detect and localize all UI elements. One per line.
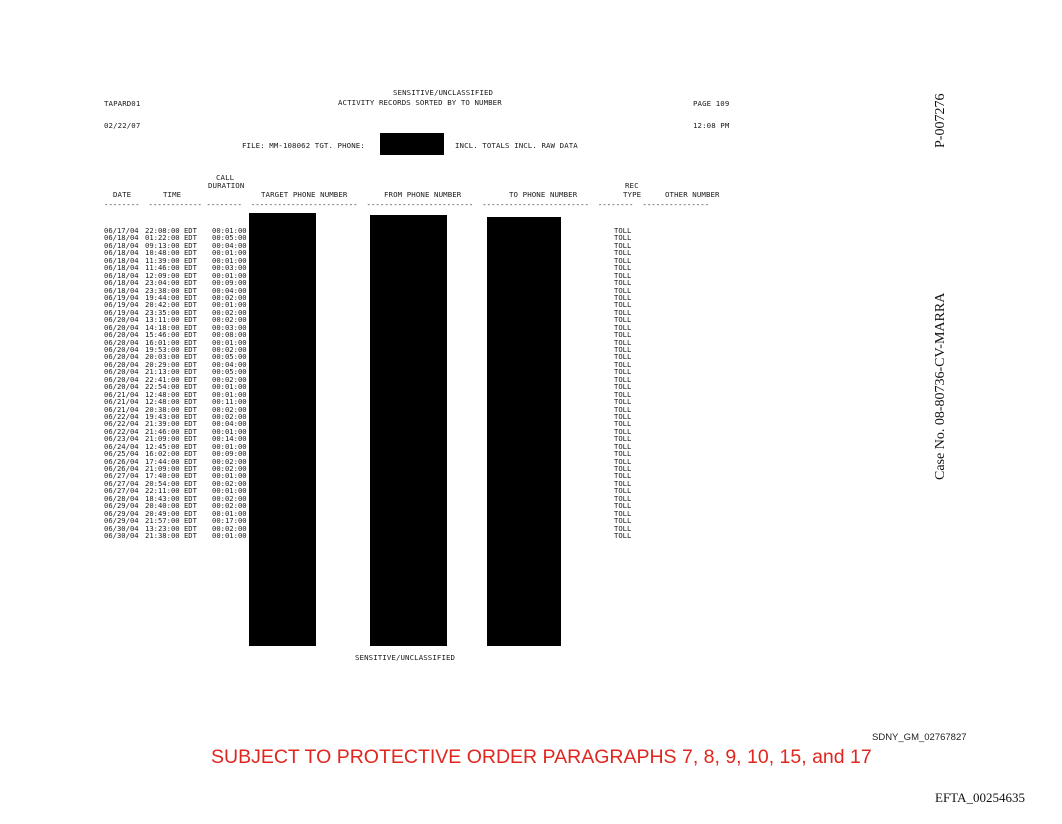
row-time: 19:53:00 EDT	[145, 345, 197, 354]
row-time: 14:18:00 EDT	[145, 322, 197, 332]
row-rec-type: TOLL	[614, 516, 632, 526]
row-time: 21:09:00 EDT	[145, 434, 197, 444]
row-date: 06/21/04	[104, 404, 139, 414]
row-duration: 00:02:00	[212, 493, 247, 503]
p-bates-stamp: P-007276	[933, 93, 948, 148]
row-date: 06/27/04	[104, 486, 139, 496]
row-date: 06/30/04	[104, 530, 139, 540]
row-date: 06/20/04	[104, 337, 139, 347]
row-rec-type: TOLL	[614, 285, 632, 295]
row-time: 12:48:00 EDT	[145, 397, 197, 407]
row-date: 06/18/04	[104, 248, 139, 258]
row-rec-type: TOLL	[614, 226, 632, 235]
row-rec-type: TOLL	[614, 292, 632, 302]
row-rec-type: TOLL	[614, 367, 632, 377]
row-duration: 00:09:00	[212, 449, 247, 459]
row-date: 06/21/04	[104, 389, 139, 399]
row-time: 20:54:00 EDT	[145, 478, 197, 488]
row-rec-type: TOLL	[614, 411, 632, 421]
row-time: 20:42:00 EDT	[145, 300, 197, 310]
row-date: 06/27/04	[104, 471, 139, 481]
row-duration: 00:14:00	[212, 434, 247, 444]
row-rec-type: TOLL	[614, 523, 632, 533]
row-date: 06/18/04	[104, 285, 139, 295]
report-time: 12:08 PM	[693, 121, 730, 130]
row-date: 06/23/04	[104, 434, 139, 444]
col-type: TYPE	[623, 190, 642, 199]
row-rec-type: TOLL	[614, 307, 632, 317]
row-date: 06/20/04	[104, 315, 139, 325]
row-rec-type: TOLL	[614, 486, 632, 496]
row-time: 22:08:00 EDT	[145, 226, 197, 235]
efta-number: EFTA_00254635	[935, 790, 1025, 805]
row-rec-type: TOLL	[614, 530, 632, 540]
row-duration: 00:11:00	[212, 397, 247, 407]
row-rec-type: TOLL	[614, 352, 632, 362]
row-rec-type: TOLL	[614, 330, 632, 340]
row-date: 06/27/04	[104, 478, 139, 488]
row-duration: 00:02:00	[212, 411, 247, 421]
row-duration: 00:01:00	[212, 426, 247, 436]
row-rec-type: TOLL	[614, 419, 632, 429]
row-rec-type: TOLL	[614, 278, 632, 288]
to-number-redaction	[487, 217, 561, 646]
row-duration: 00:03:00	[212, 322, 247, 332]
row-duration: 00:17:00	[212, 516, 247, 526]
row-time: 18:43:00 EDT	[145, 493, 197, 503]
row-rec-type: TOLL	[614, 389, 632, 399]
row-duration: 00:01:00	[212, 389, 247, 399]
row-time: 16:01:00 EDT	[145, 337, 197, 347]
row-time: 13:11:00 EDT	[145, 315, 197, 325]
row-duration: 00:02:00	[212, 374, 247, 384]
row-date: 06/22/04	[104, 411, 139, 421]
row-date: 06/18/04	[104, 270, 139, 280]
col-to-phone: TO PHONE NUMBER	[509, 190, 578, 199]
row-duration: 00:02:00	[212, 345, 247, 354]
header-rule: -------- ------------ -------- ------------------------ ------------------------ ------------------------ -------- ---------------	[104, 200, 710, 209]
row-time: 23:35:00 EDT	[145, 307, 197, 317]
row-date: 06/28/04	[104, 493, 139, 503]
row-duration: 00:02:00	[212, 523, 247, 533]
row-rec-type: TOLL	[614, 382, 632, 392]
file-label: FILE: MM-108062 TGT. PHONE:	[242, 141, 365, 150]
row-time: 17:44:00 EDT	[145, 456, 197, 466]
report-date: 02/22/07	[104, 121, 141, 130]
row-time: 11:46:00 EDT	[145, 263, 197, 273]
row-duration: 00:04:00	[212, 285, 247, 295]
target-phone-redaction	[380, 133, 444, 155]
row-time: 21:39:00 EDT	[145, 419, 197, 429]
row-rec-type: TOLL	[614, 464, 632, 473]
row-date: 06/29/04	[104, 508, 139, 518]
row-time: 21:57:00 EDT	[145, 516, 197, 526]
row-duration: 00:01:00	[212, 441, 247, 451]
system-id: TAPARD01	[104, 99, 141, 108]
row-duration: 00:02:00	[212, 315, 247, 325]
row-rec-type: TOLL	[614, 270, 632, 280]
row-date: 06/26/04	[104, 464, 139, 473]
row-time: 13:23:00 EDT	[145, 523, 197, 533]
row-date: 06/20/04	[104, 374, 139, 384]
report-title: ACTIVITY RECORDS SORTED BY TO NUMBER	[338, 98, 502, 107]
row-time: 20:29:00 EDT	[145, 359, 197, 369]
row-time: 21:09:00 EDT	[145, 464, 197, 473]
row-date: 06/26/04	[104, 456, 139, 466]
row-rec-type: TOLL	[614, 426, 632, 436]
row-date: 06/22/04	[104, 426, 139, 436]
row-duration: 00:02:00	[212, 464, 247, 473]
header-classification: SENSITIVE/UNCLASSIFIED	[393, 88, 494, 97]
row-rec-type: TOLL	[614, 322, 632, 332]
row-rec-type: TOLL	[614, 233, 632, 243]
page-number: PAGE 109	[693, 99, 730, 108]
row-date: 06/19/04	[104, 300, 139, 310]
row-date: 06/20/04	[104, 382, 139, 392]
from-number-redaction	[370, 215, 447, 646]
row-time: 23:04:00 EDT	[145, 278, 197, 288]
row-rec-type: TOLL	[614, 315, 632, 325]
row-time: 12:45:00 EDT	[145, 441, 197, 451]
row-rec-type: TOLL	[614, 255, 632, 265]
row-date: 06/18/04	[104, 240, 139, 250]
row-date: 06/20/04	[104, 322, 139, 332]
row-time: 22:54:00 EDT	[145, 382, 197, 392]
row-duration: 00:01:00	[212, 255, 247, 265]
row-date: 06/22/04	[104, 419, 139, 429]
row-rec-type: TOLL	[614, 359, 632, 369]
row-duration: 00:05:00	[212, 233, 247, 243]
row-rec-type: TOLL	[614, 374, 632, 384]
row-rec-type: TOLL	[614, 449, 632, 459]
row-date: 06/20/04	[104, 367, 139, 377]
row-rec-type: TOLL	[614, 471, 632, 481]
row-rec-type: TOLL	[614, 434, 632, 444]
row-time: 20:49:00 EDT	[145, 508, 197, 518]
row-duration: 00:01:00	[212, 226, 247, 235]
row-date: 06/20/04	[104, 330, 139, 340]
row-duration: 00:02:00	[212, 501, 247, 511]
row-time: 20:03:00 EDT	[145, 352, 197, 362]
row-time: 20:40:00 EDT	[145, 501, 197, 511]
row-duration: 00:08:00	[212, 330, 247, 340]
row-duration: 00:04:00	[212, 419, 247, 429]
row-rec-type: TOLL	[614, 478, 632, 488]
row-rec-type: TOLL	[614, 508, 632, 518]
row-date: 06/18/04	[104, 263, 139, 273]
row-duration: 00:05:00	[212, 352, 247, 362]
row-rec-type: TOLL	[614, 345, 632, 354]
row-duration: 00:01:00	[212, 530, 247, 540]
row-time: 11:39:00 EDT	[145, 255, 197, 265]
row-date: 06/20/04	[104, 352, 139, 362]
row-time: 19:44:00 EDT	[145, 292, 197, 302]
row-duration: 00:04:00	[212, 359, 247, 369]
row-time: 21:13:00 EDT	[145, 367, 197, 377]
row-duration: 00:01:00	[212, 382, 247, 392]
row-time: 17:40:00 EDT	[145, 471, 197, 481]
row-duration: 00:01:00	[212, 337, 247, 347]
row-time: 10:48:00 EDT	[145, 248, 197, 258]
col-date: DATE	[113, 190, 132, 199]
col-from-phone: FROM PHONE NUMBER	[384, 190, 462, 199]
row-time: 16:02:00 EDT	[145, 449, 197, 459]
footer-classification: SENSITIVE/UNCLASSIFIED	[355, 653, 456, 662]
row-rec-type: TOLL	[614, 404, 632, 414]
row-duration: 00:01:00	[212, 471, 247, 481]
col-call: CALL	[216, 173, 235, 182]
row-time: 12:48:00 EDT	[145, 389, 197, 399]
row-time: 15:46:00 EDT	[145, 330, 197, 340]
row-duration: 00:04:00	[212, 240, 247, 250]
row-rec-type: TOLL	[614, 441, 632, 451]
row-rec-type: TOLL	[614, 397, 632, 407]
row-date: 06/30/04	[104, 523, 139, 533]
row-rec-type: TOLL	[614, 337, 632, 347]
row-date: 06/18/04	[104, 233, 139, 243]
row-time: 09:13:00 EDT	[145, 240, 197, 250]
row-time: 01:22:00 EDT	[145, 233, 197, 243]
sdny-bates-number: SDNY_GM_02767827	[872, 732, 967, 743]
row-date: 06/24/04	[104, 441, 139, 451]
row-duration: 00:01:00	[212, 486, 247, 496]
row-duration: 00:02:00	[212, 404, 247, 414]
protective-order-notice: SUBJECT TO PROTECTIVE ORDER PARAGRAPHS 7, 8, 9, 10, 15, and 17	[211, 746, 872, 768]
row-date: 06/29/04	[104, 516, 139, 526]
row-rec-type: TOLL	[614, 456, 632, 466]
row-rec-type: TOLL	[614, 263, 632, 273]
row-date: 06/21/04	[104, 397, 139, 407]
col-other-number: OTHER NUMBER	[665, 190, 720, 199]
row-time: 12:09:00 EDT	[145, 270, 197, 280]
row-time: 21:46:00 EDT	[145, 426, 197, 436]
row-duration: 00:05:00	[212, 367, 247, 377]
row-duration: 00:01:00	[212, 270, 247, 280]
row-time: 19:43:00 EDT	[145, 411, 197, 421]
row-rec-type: TOLL	[614, 240, 632, 250]
row-duration: 00:02:00	[212, 478, 247, 488]
row-date: 06/20/04	[104, 359, 139, 369]
row-date: 06/18/04	[104, 278, 139, 288]
row-rec-type: TOLL	[614, 501, 632, 511]
row-time: 23:38:00 EDT	[145, 285, 197, 295]
row-time: 22:41:00 EDT	[145, 374, 197, 384]
row-date: 06/20/04	[104, 345, 139, 354]
row-duration: 00:01:00	[212, 508, 247, 518]
row-duration: 00:09:00	[212, 278, 247, 288]
row-date: 06/29/04	[104, 501, 139, 511]
row-duration: 00:03:00	[212, 263, 247, 273]
row-date: 06/18/04	[104, 255, 139, 265]
row-date: 06/19/04	[104, 307, 139, 317]
col-time: TIME	[163, 190, 182, 199]
row-duration: 00:02:00	[212, 292, 247, 302]
col-target-phone: TARGET PHONE NUMBER	[261, 190, 348, 199]
row-date: 06/17/04	[104, 226, 139, 235]
row-time: 21:38:00 EDT	[145, 530, 197, 540]
row-date: 06/25/04	[104, 449, 139, 459]
row-rec-type: TOLL	[614, 493, 632, 503]
row-rec-type: TOLL	[614, 248, 632, 258]
row-duration: 00:01:00	[212, 300, 247, 310]
row-duration: 00:01:00	[212, 248, 247, 258]
file-options: INCL. TOTALS INCL. RAW DATA	[455, 141, 578, 150]
col-duration: DURATION	[208, 181, 245, 190]
target-number-redaction	[249, 213, 316, 646]
row-duration: 00:02:00	[212, 456, 247, 466]
row-date: 06/19/04	[104, 292, 139, 302]
row-time: 20:38:00 EDT	[145, 404, 197, 414]
row-duration: 00:02:00	[212, 307, 247, 317]
col-rec: REC	[625, 181, 639, 190]
row-rec-type: TOLL	[614, 300, 632, 310]
case-number-stamp: Case No. 08-80736-CV-MARRA	[933, 292, 948, 480]
row-time: 22:11:00 EDT	[145, 486, 197, 496]
